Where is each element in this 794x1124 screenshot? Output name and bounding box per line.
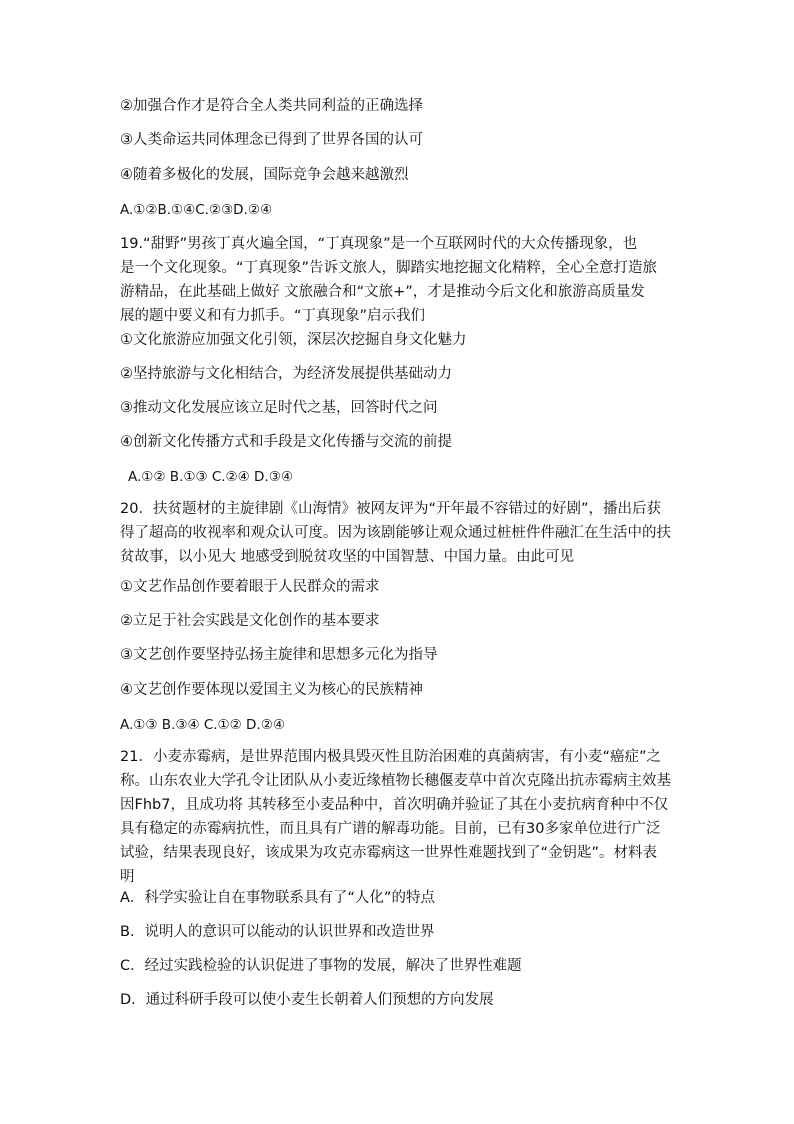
q19-stem	[120, 232, 680, 328]
q20-stem	[120, 497, 680, 569]
q21-stem-line: 试验，结果表现良好，该成果为攻克赤霉病这一世界性难题找到了“金钥匙”。材料表	[120, 845, 658, 861]
q21-stem-line: 明	[120, 869, 135, 885]
q20-options: A.①③ B.③④ C.①② D.②④	[120, 717, 285, 733]
q18-item-4: ④随着多极化的发展，国际竞争会越来越激烈	[120, 167, 409, 183]
q20-stem-line: 得了超高的收视率和观众认可度。因为该剧能够让观众通过桩桩件件融汇在生活中的扶	[120, 525, 671, 541]
q18-item-2: ②加强合作才是符合全人类共同利益的正确选择	[120, 98, 423, 114]
q20-stem-line: 贫故事，以小见大 地感受到脱贫攻坚的中国智慧、中国力量。由此可见	[120, 549, 575, 565]
q18-options: A.①②B.①④C.②③D.②④	[120, 202, 273, 218]
q20-item-1: ①文艺作品创作要着眼于人民群众的需求	[120, 579, 380, 595]
q19-stem-line: 游精品，在此基础上做好 文旅融合和“文旅+”，才是推动今后文化和旅游高质量发	[120, 284, 645, 300]
q19-item-3: ③推动文化发展应该立足时代之基，回答时代之问	[120, 400, 438, 416]
q21-stem-line: 具有稳定的赤霉病抗性，而且具有广谱的解毒功能。目前，已有30多家单位进行广泛	[120, 821, 661, 837]
q21-option-c: C．经过实践检验的认识促进了事物的发展，解决了世界性难题	[120, 958, 522, 974]
q19-stem-line: 19.“甜野”男孩丁真火遍全国，“丁真现象”是一个互联网时代的大众传播现象，也	[120, 236, 638, 252]
q19-stem-line: 是一个文化现象。“丁真现象”告诉文旅人，脚踏实地挖掘文化精粹，全心全意打造旅	[120, 260, 658, 276]
q19-options: A.①② B.①③ C.②④ D.③④	[128, 469, 293, 485]
q19-item-2: ②坚持旅游与文化相结合，为经济发展提供基础动力	[120, 366, 452, 382]
q21-option-b: B．说明人的意识可以能动的认识世界和改造世界	[120, 924, 435, 940]
q19-item-1: ①文化旅游应加强文化引领，深层次挖掘自身文化魅力	[120, 332, 467, 348]
q20-item-4: ④文艺创作要体现以爱国主义为核心的民族精神	[120, 682, 423, 698]
q21-stem	[120, 745, 680, 889]
q21-option-a: A．科学实验让自在事物联系具有了“人化”的特点	[120, 890, 435, 906]
q21-option-d: D．通过科研手段可以使小麦生长朝着人们预想的方向发展	[120, 992, 494, 1008]
q20-item-3: ③文艺创作要坚持弘扬主旋律和思想多元化为指导	[120, 647, 438, 663]
q21-stem-line: 21．小麦赤霉病，是世界范围内极具毁灭性且防治困难的真菌病害，有小麦“癌症”之	[120, 749, 661, 765]
q19-stem-line: 展的题中要义和有力抓手。“丁真现象”启示我们	[120, 308, 426, 324]
q18-item-3: ③人类命运共同体理念已得到了世界各国的认可	[120, 132, 423, 148]
q21-stem-line: 因Fhb7，且成功将 其转移至小麦品种中，首次明确并验证了其在小麦抗病育种中不仅	[120, 797, 669, 813]
q21-stem-line: 称。山东农业大学孔令让团队从小麦近缘植物长穗偃麦草中首次克隆出抗赤霉病主效基	[120, 773, 671, 789]
q20-stem-line: 20．扶贫题材的主旋律剧《山海情》被网友评为“开年最不容错过的好剧”，播出后获	[120, 501, 661, 517]
q20-item-2: ②立足于社会实践是文化创作的基本要求	[120, 613, 380, 629]
q19-item-4: ④创新文化传播方式和手段是文化传播与交流的前提	[120, 434, 452, 450]
